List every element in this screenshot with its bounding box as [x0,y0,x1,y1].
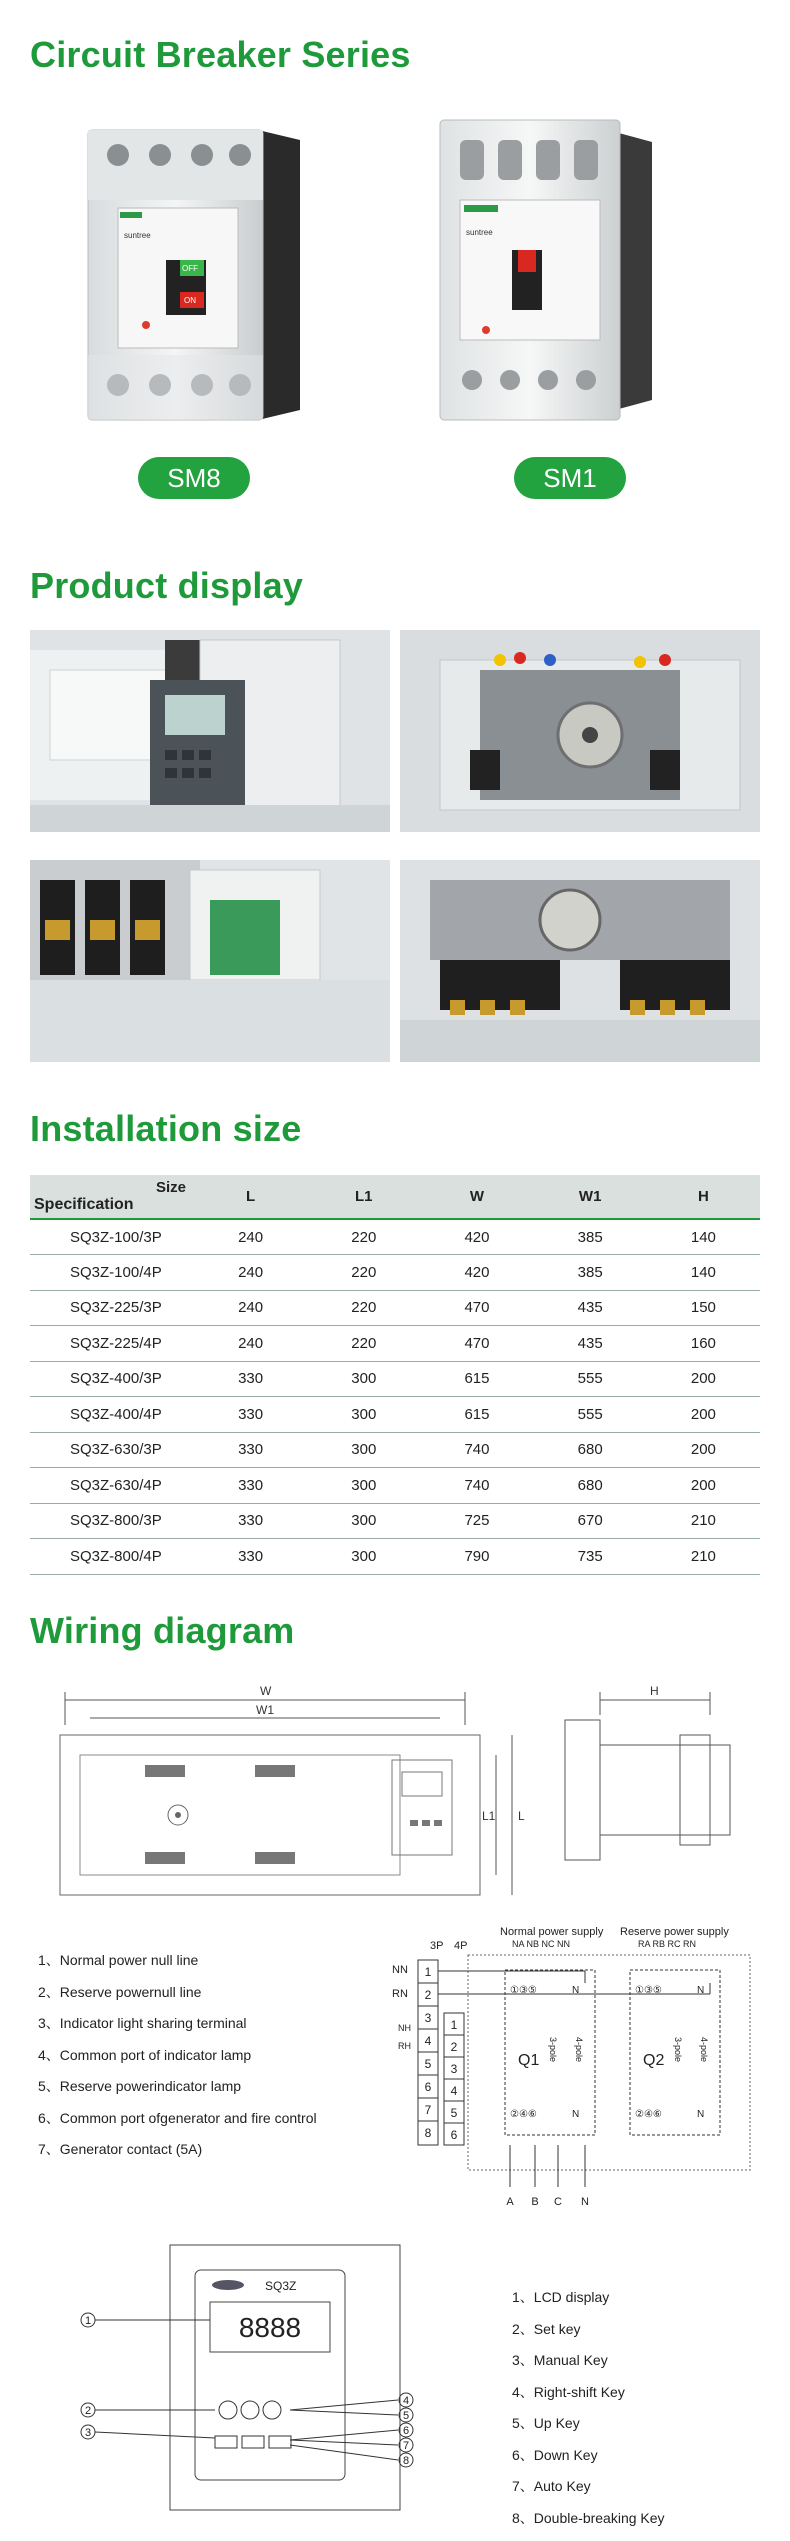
svg-text:5: 5 [450,2106,458,2120]
list-item: 7、Generator contact (5A) [38,2141,203,2157]
value-cell: 330 [194,1468,307,1504]
q1-4pole-label: 4-pole [574,2037,584,2063]
svg-text:6: 6 [450,2128,458,2142]
value-cell: 470 [420,1326,533,1362]
value-cell: 670 [534,1503,647,1539]
product-photo-2 [400,630,760,832]
value-cell: 735 [534,1539,647,1575]
col-header-w1: W1 [534,1175,647,1219]
svg-text:1: 1 [84,2315,92,2327]
svg-text:7: 7 [402,2440,410,2452]
nh-label: NH [398,2023,411,2033]
svg-text:8: 8 [402,2455,410,2467]
svg-text:N: N [572,2109,580,2120]
svg-text:②④⑥: ②④⑥ [635,2109,662,2120]
value-cell: 300 [307,1468,420,1504]
list-item: 3、Indicator light sharing terminal [38,2015,247,2031]
svg-text:2: 2 [450,2040,458,2054]
value-cell: 300 [307,1432,420,1468]
list-item: 6、Common port ofgenerator and fire control [38,2109,317,2126]
normal-terms-label: NA NB NC NN [512,1939,571,1949]
svg-text:5: 5 [402,2410,410,2422]
svg-text:②④⑥: ②④⑥ [510,2109,537,2120]
value-cell: 420 [420,1255,533,1291]
table-row [30,1539,760,1575]
spec-cell: SQ3Z-800/4P [30,1539,194,1575]
col-4p-label: 4P [454,1940,468,1952]
q2-4pole-label: 4-pole [699,2037,709,2063]
dim-h-label: H [650,1684,659,1698]
bottom-term-n: N [581,2196,589,2208]
svg-text:3: 3 [84,2427,92,2439]
table-row [30,1361,760,1397]
breaker-sm1-image [420,110,670,430]
value-cell: 200 [647,1468,760,1504]
list-item: 5、Up Key [512,2415,580,2431]
wiring-heading: Wiring diagram [30,1610,295,1651]
value-cell: 220 [307,1219,420,1255]
reserve-supply-label: Reserve power supply [620,1926,729,1938]
value-cell: 210 [647,1503,760,1539]
table-row [30,1326,760,1362]
value-cell: 220 [307,1290,420,1326]
value-cell: 615 [420,1361,533,1397]
table-row [30,1219,760,1255]
product-photo-4 [400,860,760,1062]
list-item: 6、Down Key [512,2446,598,2463]
value-cell: 330 [194,1539,307,1575]
svg-text:6: 6 [424,2080,432,2094]
value-cell: 385 [534,1219,647,1255]
list-item: 2、Reserve powernull line [38,1983,202,2000]
value-cell: 140 [647,1219,760,1255]
value-cell: 200 [647,1432,760,1468]
table-row [30,1255,760,1291]
bottom-term-c: C [554,2196,562,2208]
spec-cell: SQ3Z-100/4P [30,1255,194,1291]
svg-text:5: 5 [424,2057,432,2071]
model-sm8-label: SM8 [138,457,250,499]
value-cell: 240 [194,1326,307,1362]
spec-cell: SQ3Z-225/4P [30,1326,194,1362]
svg-text:N: N [572,1985,580,1996]
list-item: 7、Auto Key [512,2478,591,2494]
svg-text:4: 4 [450,2084,458,2098]
installation-heading: Installation size [30,1108,302,1149]
value-cell: 240 [194,1290,307,1326]
col-header-h: H [647,1175,760,1219]
installation-size-table [30,1175,760,1575]
value-cell: 555 [534,1397,647,1433]
svg-text:3: 3 [424,2011,432,2025]
list-item: 8、Double-breaking Key [512,2509,665,2526]
svg-text:N: N [697,2109,705,2120]
svg-text:ON: ON [184,296,196,305]
rh-label: RH [398,2041,411,2051]
value-cell: 240 [194,1219,307,1255]
dim-l1-label: L1 [482,1809,496,1823]
terminal-schematic [390,1925,760,2215]
rn-label: RN [392,1988,408,2000]
table-row [30,1432,760,1468]
dim-w1-label: W1 [256,1703,274,1717]
svg-text:6: 6 [402,2425,410,2437]
value-cell: 615 [420,1397,533,1433]
svg-text:4: 4 [424,2034,432,2048]
spec-cell: SQ3Z-225/3P [30,1290,194,1326]
product-photo-1 [30,630,390,832]
series-heading: Circuit Breaker Series [30,34,411,75]
value-cell: 300 [307,1361,420,1397]
value-cell: 555 [534,1361,647,1397]
table-row [30,1468,760,1504]
svg-text:suntree: suntree [124,231,151,240]
svg-text:2: 2 [84,2405,92,2417]
table-row [30,1397,760,1433]
q2-pole-label: 3-pole [673,2037,683,2063]
spec-cell: SQ3Z-800/3P [30,1503,194,1539]
col-header-l: L [194,1175,307,1219]
value-cell: 385 [534,1255,647,1291]
dim-l-label: L [518,1809,525,1823]
spec-cell: SQ3Z-400/4P [30,1397,194,1433]
controller-panel-drawing [70,2240,430,2520]
q2-label: Q2 [643,2052,665,2069]
value-cell: 420 [420,1219,533,1255]
reserve-terms-label: RA RB RC RN [638,1939,697,1949]
list-item: 2、Set key [512,2320,581,2337]
specification-header: Specification [34,1196,134,1213]
value-cell: 680 [534,1468,647,1504]
value-cell: 330 [194,1432,307,1468]
col-header-l1: L1 [307,1175,420,1219]
svg-text:7: 7 [424,2103,432,2117]
model-sm1-label: SM1 [514,457,626,499]
value-cell: 150 [647,1290,760,1326]
svg-text:①③⑤: ①③⑤ [510,1985,537,1996]
q1-pole-label: 3-pole [548,2037,558,2063]
list-item: 1、LCD display [512,2289,610,2305]
table-row [30,1290,760,1326]
value-cell: 240 [194,1255,307,1291]
nn-label: NN [392,1964,408,1976]
spec-cell: SQ3Z-400/3P [30,1361,194,1397]
lcd-digits: 8888 [238,2312,302,2343]
table-row [30,1503,760,1539]
value-cell: 470 [420,1290,533,1326]
value-cell: 200 [647,1397,760,1433]
controller-key-list [512,2287,665,2539]
value-cell: 220 [307,1326,420,1362]
q1-label: Q1 [518,2052,540,2069]
controller-model-label: SQ3Z [265,2279,297,2293]
svg-text:OFF: OFF [182,264,198,273]
size-header: Size [155,1179,186,1196]
svg-text:1: 1 [450,2018,458,2032]
value-cell: 200 [647,1361,760,1397]
product-photo-3 [30,860,390,1062]
svg-text:①③⑤: ①③⑤ [635,1985,662,1996]
value-cell: 435 [534,1326,647,1362]
value-cell: 160 [647,1326,760,1362]
spec-cell: SQ3Z-630/3P [30,1432,194,1468]
value-cell: 300 [307,1397,420,1433]
list-item: 3、Manual Key [512,2352,608,2368]
normal-supply-label: Normal power supply [500,1926,604,1938]
value-cell: 680 [534,1432,647,1468]
list-item: 4、Right-shift Key [512,2383,625,2400]
svg-text:N: N [697,1985,705,1996]
bottom-term-a: A [506,2196,514,2208]
list-item: 1、Normal power null line [38,1952,199,1968]
svg-text:8: 8 [424,2126,432,2140]
value-cell: 740 [420,1468,533,1504]
value-cell: 330 [194,1397,307,1433]
value-cell: 220 [307,1255,420,1291]
list-item: 5、Reserve powerindicator lamp [38,2078,242,2094]
value-cell: 330 [194,1361,307,1397]
wiring-terminal-list [38,1950,317,2171]
svg-text:2: 2 [424,1988,432,2002]
svg-text:1: 1 [424,1965,432,1979]
display-heading: Product display [30,565,304,606]
svg-text:3: 3 [450,2062,458,2076]
dim-w-label: W [260,1684,272,1698]
value-cell: 790 [420,1539,533,1575]
value-cell: 300 [307,1503,420,1539]
spec-cell: SQ3Z-630/4P [30,1468,194,1504]
table-corner-header [30,1175,194,1219]
spec-cell: SQ3Z-100/3P [30,1219,194,1255]
value-cell: 740 [420,1432,533,1468]
bottom-term-b: B [531,2196,539,2208]
svg-text:4: 4 [402,2395,410,2407]
value-cell: 725 [420,1503,533,1539]
list-item: 4、Common port of indicator lamp [38,2046,252,2063]
dimension-drawing [50,1680,760,1910]
value-cell: 330 [194,1503,307,1539]
value-cell: 435 [534,1290,647,1326]
value-cell: 210 [647,1539,760,1575]
value-cell: 140 [647,1255,760,1291]
value-cell: 300 [307,1539,420,1575]
svg-text:suntree: suntree [466,228,493,237]
breaker-sm8-image [68,110,318,430]
col-3p-label: 3P [430,1940,444,1952]
col-header-w: W [420,1175,533,1219]
